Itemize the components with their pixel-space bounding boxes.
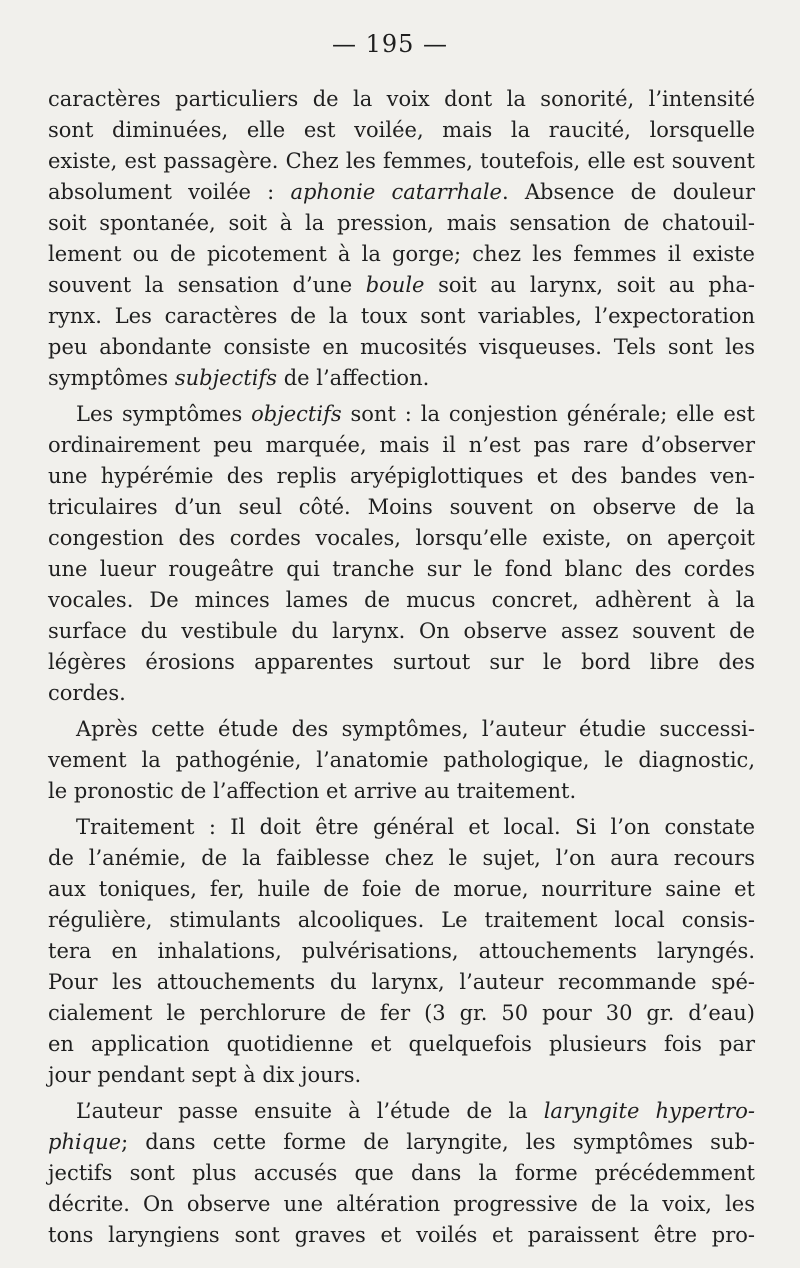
text-line: triculaires d’un seul côté. Moins souvent on observe de la: [48, 495, 755, 519]
text-line: régulière, stimulants alcooliques. Le traitement local consis-: [48, 908, 755, 932]
text-line: existe, est passagère. Chez les femmes, toutefois, elle est souvent: [48, 149, 755, 173]
text-line: le pronostic de l’affection et arrive au traitement.: [48, 779, 577, 803]
text-line: tera en inhalations, pulvérisations, attouchements laryngés.: [48, 939, 755, 963]
text-line: jectifs sont plus accusés que dans la forme précédemment: [48, 1161, 755, 1185]
text-line: souvent la sensation d’une boule soit au larynx, soit au pha-: [48, 273, 755, 297]
text-line: rynx. Les caractères de la toux sont variables, l’expectoration: [48, 304, 755, 328]
text-line: tons laryngiens sont graves et voilés et paraissent être pro-: [48, 1223, 755, 1247]
page-number: — 195 —: [331, 30, 449, 58]
text-line: Pour les attouchements du larynx, l’auteur recommande spé-: [48, 970, 755, 994]
text-line: congestion des cordes vocales, lorsqu’elle existe, on aperçoit: [48, 526, 755, 550]
text-line: légères érosions apparentes surtout sur le bord libre des: [48, 650, 755, 674]
text-line: une lueur rougeâtre qui tranche sur le fond blanc des cordes: [48, 557, 755, 581]
body-text: [48, 84, 755, 1251]
text-line: soit spontanée, soit à la pression, mais sensation de chatouil-: [48, 211, 755, 235]
text-line: vement la pathogénie, l’anatomie pathologique, le diagnostic,: [48, 748, 755, 772]
text-line: vocales. De minces lames de mucus concret, adhèrent à la: [48, 588, 755, 612]
text-line: lement ou de picotement à la gorge; chez les femmes il existe: [48, 242, 755, 266]
text-line: phique; dans cette forme de laryngite, les symptômes sub-: [48, 1130, 755, 1154]
text-line: sont diminuées, elle est voilée, mais la raucité, lorsquelle: [48, 118, 755, 142]
text-line: absolument voilée : aphonie catarrhale. Absence de douleur: [48, 180, 756, 204]
text-line: symptômes subjectifs de l’affection.: [48, 366, 430, 390]
text-line: de l’anémie, de la faiblesse chez le sujet, l’on aura recours: [48, 846, 755, 870]
text-line: Traitement : Il doit être général et local. Si l’on constate: [76, 815, 755, 839]
text-line: jour pendant sept à dix jours.: [48, 1063, 362, 1087]
text-line: décrite. On observe une altération progressive de la voix, les: [48, 1192, 755, 1216]
text-line: aux toniques, fer, huile de foie de morue, nourriture saine et: [48, 877, 755, 901]
text-line: Après cette étude des symptômes, l’auteur étudie successi-: [76, 717, 755, 741]
text-line: une hypérémie des replis aryépiglottiques et des bandes ven-: [48, 464, 755, 488]
text-line: ordinairement peu marquée, mais il n’est pas rare d’observer: [48, 433, 755, 457]
text-line: surface du vestibule du larynx. On observe assez souvent de: [48, 619, 755, 643]
text-line: L’auteur passe ensuite à l’étude de la laryngite hypertro-: [76, 1099, 755, 1123]
text-line: en application quotidienne et quelquefois plusieurs fois par: [48, 1032, 755, 1056]
text-line: cialement le perchlorure de fer (3 gr. 50 pour 30 gr. d’eau): [48, 1001, 755, 1025]
text-line: Les symptômes objectifs sont : la conjestion générale; elle est: [76, 402, 755, 426]
text-line: cordes.: [48, 681, 126, 705]
text-line: peu abondante consiste en mucosités visqueuses. Tels sont les: [48, 335, 755, 359]
text-line: caractères particuliers de la voix dont la sonorité, l’intensité: [48, 87, 755, 111]
